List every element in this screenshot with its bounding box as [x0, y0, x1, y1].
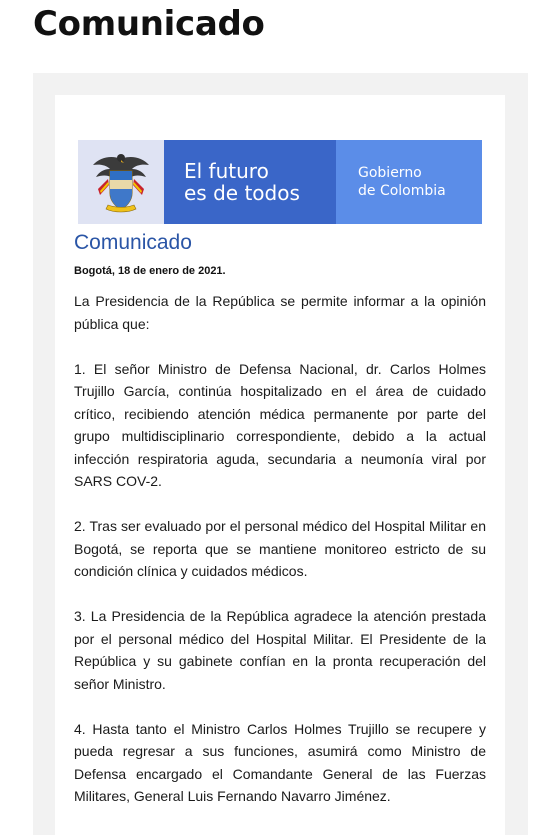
page-title: Comunicado — [33, 4, 265, 44]
colombia-coat-of-arms-icon — [90, 149, 152, 215]
government-banner — [78, 140, 482, 224]
crest-panel — [78, 140, 164, 224]
government-name-panel — [336, 140, 482, 224]
point-paragraph-1: 1. El señor Ministro de Defensa Nacional, dr. Carlos Holmes Trujillo García, continúa hospitalizado en el área de cuidado crítico, recibiendo atención médica permanente por parte del grupo multidisciplinario correspondiente, debido a la actual infección respiratoria aguda, secundaria a neumonía viral por SARS COV-2. — [74, 360, 486, 489]
slogan-line-1: El futuro — [184, 159, 269, 183]
document-date: Bogotá, 18 de enero de 2021. — [74, 265, 226, 277]
document-heading: Comunicado — [74, 231, 192, 254]
point-paragraph-2: 2. Tras ser evaluado por el personal médico del Hospital Militar en Bogotá, se reporta que se mantiene monitoreo estricto de su condición clínica y cuidados médicos. — [74, 518, 486, 579]
government-line-1: Gobierno — [358, 165, 422, 181]
slogan-panel — [164, 140, 336, 224]
intro-paragraph: La Presidencia de la República se permite informar a la opinión pública que: — [74, 293, 486, 332]
point-paragraph-4: 4. Hasta tanto el Ministro Carlos Holmes Trujillo se recupere y pueda regresar a sus funciones, asumirá como Ministro de Defensa encargado el Comandante General de las Fuerzas Militares, General Luis Fernando Navarro Jiménez. — [74, 720, 486, 804]
document-body — [74, 290, 486, 830]
slogan-line-2: es de todos — [184, 181, 300, 205]
government-line-2: de Colombia — [358, 183, 446, 199]
point-paragraph-3: 3. La Presidencia de la República agradece la atención prestada por el personal médico del Hospital Militar. El Presidente de la República y su gabinete confían en la pronta recuperación del señor Ministro. — [74, 608, 486, 692]
